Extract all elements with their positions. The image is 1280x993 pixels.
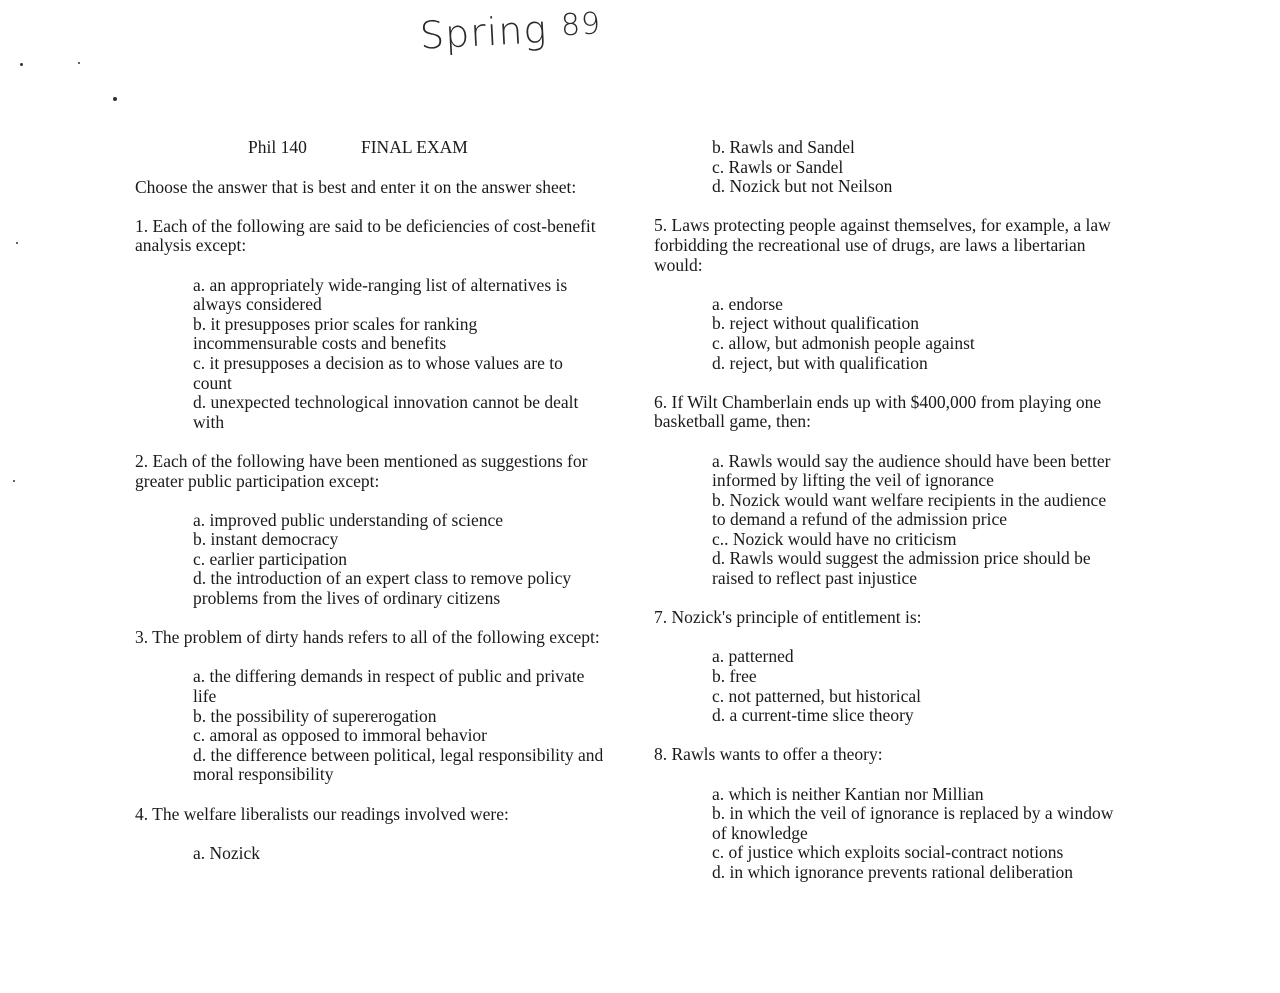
question-4-continued-options (712, 138, 1124, 197)
question-options (712, 785, 1124, 883)
option: a. which is neither Kantian nor Millian (712, 783, 984, 804)
question-4 (135, 805, 605, 864)
question-options (193, 511, 605, 609)
question-2 (135, 452, 605, 609)
option: c. it presupposes a decision as to whose values are to count (193, 352, 563, 393)
question-options (193, 844, 605, 864)
option: c.. Nozick would have no criticism (712, 528, 957, 549)
scan-speck (20, 63, 23, 66)
question-options (193, 276, 605, 433)
question-1 (135, 217, 605, 433)
scan-speck (13, 480, 15, 482)
handwritten-word: Spring (418, 7, 549, 58)
option: d. Nozick but not Neilson (712, 176, 893, 197)
scan-speck (113, 97, 117, 101)
question-options (193, 667, 605, 785)
question-stem: 5. Laws protecting people against themselves, for example, a law forbidding the recreational use of drugs, are laws a libertarian would: (654, 215, 1111, 275)
option: a. Nozick (193, 842, 261, 863)
option: b. Rawls and Sandel (712, 137, 855, 157)
question-7 (654, 608, 1124, 726)
right-column (654, 138, 1124, 883)
question-stem: 8. Rawls wants to offer a theory: (654, 744, 883, 765)
handwritten-year: 89 (560, 6, 603, 44)
question-stem: 3. The problem of dirty hands refers to all of the following except: (135, 627, 600, 648)
question-options (712, 647, 1124, 725)
option: b. instant democracy (193, 529, 339, 550)
option: d. unexpected technological innovation cannot be dealt with (193, 392, 579, 432)
option: c. amoral as opposed to immoral behavior (193, 725, 488, 746)
option: b. in which the veil of ignorance is replaced by a window of knowledge (712, 803, 1114, 843)
question-stem: 7. Nozick's principle of entitlement is: (654, 607, 922, 628)
option: c. of justice which exploits social-contract notions (712, 842, 1064, 863)
question-stem: 2. Each of the following have been mentioned as suggestions for greater public participation except: (135, 450, 588, 491)
option: a. the differing demands in respect of public and private life (193, 666, 585, 707)
scan-speck (78, 62, 80, 64)
option: b. the possibility of supererogation (193, 705, 437, 726)
question-3 (135, 628, 605, 785)
scan-speck (16, 242, 18, 244)
option: b. Nozick would want welfare recipients in the audience to demand a refund of the admission price (712, 489, 1107, 530)
option: d. in which ignorance prevents rational deliberation (712, 861, 1074, 882)
option: a. patterned (712, 646, 794, 667)
question-5 (654, 216, 1124, 373)
option: b. it presupposes prior scales for ranking incommensurable costs and benefits (193, 313, 478, 354)
option: a. endorse (712, 293, 783, 314)
option: c. Rawls or Sandel (712, 156, 844, 177)
option: a. an appropriately wide-ranging list of alternatives is always considered (193, 274, 568, 315)
question-stem: 6. If Wilt Chamberlain ends up with $400,000 from playing one basketball game, then: (654, 391, 1102, 432)
instructions: Choose the answer that is best and enter it on the answer sheet: (135, 176, 577, 197)
option: d. a current-time slice theory (712, 705, 914, 726)
option: c. allow, but admonish people against (712, 332, 975, 353)
question-stem: 1. Each of the following are said to be deficiencies of cost-benefit analysis except: (135, 215, 596, 256)
option: d. the difference between political, legal responsibility and moral responsibility (193, 744, 604, 785)
question-8 (654, 745, 1124, 882)
option: a. Rawls would say the audience should have been better informed by lifting the veil of ignorance (712, 450, 1111, 491)
handwritten-note (418, 6, 603, 58)
option: a. improved public understanding of science (193, 509, 504, 530)
question-options (712, 295, 1124, 373)
option: d. reject, but with qualification (712, 352, 928, 373)
option: d. Rawls would suggest the admission price should be raised to reflect past injustice (712, 548, 1091, 589)
option: c. earlier participation (193, 548, 348, 569)
course-code: Phil 140 (248, 137, 307, 157)
question-options (712, 452, 1124, 589)
question-6 (654, 393, 1124, 589)
question-stem: 4. The welfare liberalists our readings involved were: (135, 803, 509, 824)
option: d. the introduction of an expert class to remove policy problems from the lives of ordinary citizens (193, 568, 572, 609)
left-column (135, 138, 605, 863)
exam-header (248, 138, 605, 158)
exam-title: FINAL EXAM (361, 137, 468, 157)
option: c. not patterned, but historical (712, 685, 921, 706)
option: b. reject without qualification (712, 313, 920, 334)
option: b. free (712, 666, 757, 687)
